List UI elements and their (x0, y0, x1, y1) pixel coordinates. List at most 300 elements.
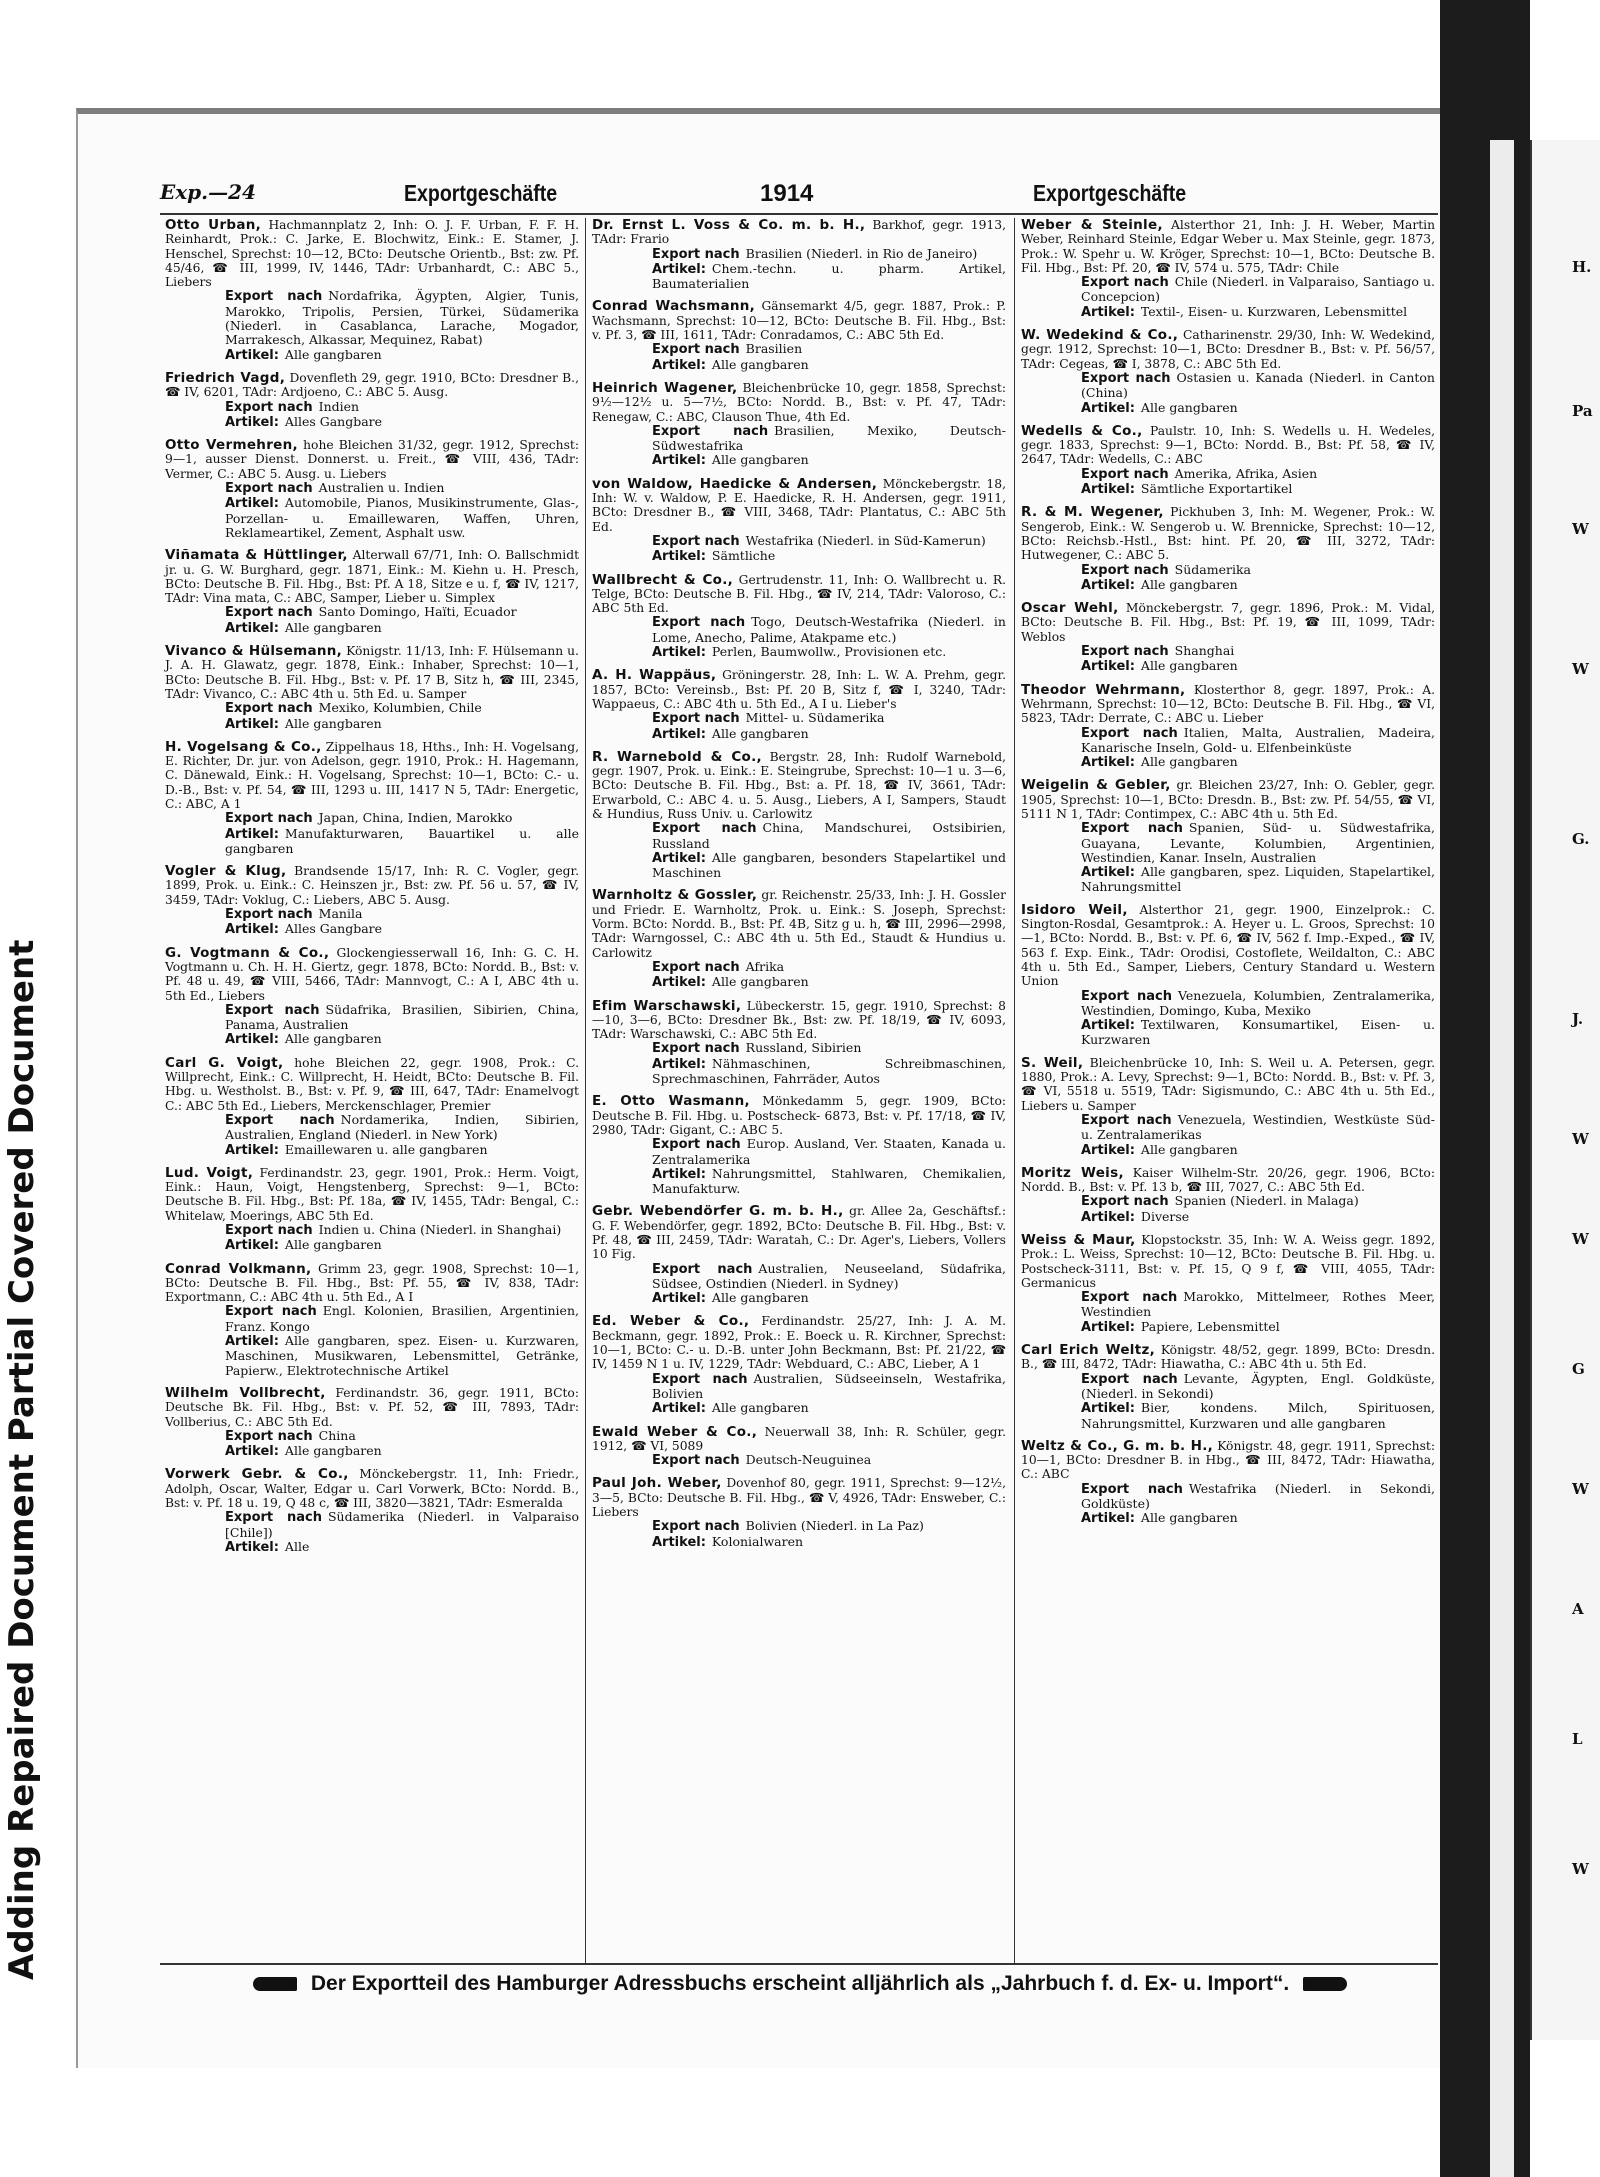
firm-entry (165, 1467, 579, 1555)
firm-name: Gebr. Webendörfer G. m. b. H., (592, 1203, 844, 1220)
artikel-label: Artikel: (225, 496, 279, 512)
artikel-label: Artikel: (225, 922, 279, 938)
firm-details: Gertrudenstr. 11, Inh: O. Wallbrecht u. R. Telge, BCto: Deutsche B. Fil. Hbg., ☎ IV, 214, TAdr: Valoroso, C.: ABC 5th Ed. (592, 572, 1006, 616)
export-line (1021, 1194, 1435, 1209)
adjacent-page-letter: W (1572, 1230, 1589, 1248)
artikel-line (165, 1143, 579, 1158)
firm-details: Mönkedamm 5, gegr. 1909, BCto: Deutsche B. Fil. Hbg. u. Postscheck- 6873, Bst: v. Pf. 17/18, ☎ IV, 2980, TAdr: Gigant, C.: ABC 5. (592, 1094, 1006, 1137)
artikel-value: Alle gangbaren (284, 715, 382, 731)
firm-name: Ed. Weber & Co., (592, 1313, 750, 1330)
page-number: Exp.—24 (160, 180, 256, 204)
firm-entry (165, 1166, 579, 1254)
artikel-line (592, 727, 1006, 742)
export-line (1021, 467, 1435, 482)
export-label: Export nach (1081, 562, 1169, 578)
artikel-line (592, 358, 1006, 373)
firm-details: Bleichenbrücke 10, Inh: S. Weil u. A. Petersen, gegr. 1880, Prok.: A. Levy, Sprechst: 9—1, BCto: Nordd. B., Bst: v. Pf. 3, ☎ VI, 5518 u. 5519, TAdr: Sigismundo, C.: ABC 4th u. 5th Ed., Liebers u. Samper (1021, 1055, 1435, 1113)
firm-name: Ewald Weber & Co., (592, 1423, 758, 1440)
export-value: Italien, Malta, Australien, Madeira, Kanarische Inseln, Gold- u. Elfenbeinküste (1081, 724, 1435, 755)
column-divider (1014, 218, 1015, 1963)
export-value: Chile (Niederl. in Valparaiso, Santiago u. Concepcion) (1081, 274, 1435, 305)
firm-name: A. H. Wappäus, (592, 667, 717, 684)
artikel-value: Perlen, Baumwollw., Provisionen etc. (711, 644, 947, 660)
artikel-value: Nahrungsmittel, Stahlwaren, Chemikalien, Manufakturw. (652, 1165, 1006, 1197)
firm-details: Bergstr. 28, Inh: Rudolf Warnebold, gegr. 1907, Prok. u. Eink.: E. Steingrube, Sprechst: 10—1 u. 3—6, BCto: Deutsche B. Fil. Hbg., Bst: a. Pf. 18, ☎ IV, 3661, TAdr: Erwarbold, C.: ABC 4. u. 5. Ausg., Liebers, A I, Sampers, Staudt & Hundius, Russ Univ. u. Carlowitz (592, 749, 1007, 821)
firm-entry (1021, 328, 1435, 416)
pointing-hand-icon (253, 1977, 297, 1991)
firm-name: Viñamata & Hüttlinger, (165, 547, 348, 564)
artikel-label: Artikel: (225, 826, 279, 842)
export-line (1021, 371, 1435, 401)
artikel-line (592, 1291, 1006, 1306)
firm-entry (592, 750, 1006, 881)
firm-entry (1021, 1166, 1435, 1225)
export-label: Export nach (652, 246, 740, 262)
export-line (592, 1519, 1006, 1534)
artikel-label: Artikel: (652, 1056, 706, 1072)
artikel-line (165, 621, 579, 636)
firm-entry (592, 381, 1006, 469)
firm-details: Grimm 23, gegr. 1908, Sprechst: 10—1, BCto: Deutsche B. Fil. Hbg., Bst: Pf. 55, ☎ IV, 838, TAdr: Exportmann, C.: ABC 4th u. 5th Ed., A I (165, 1261, 580, 1305)
export-value: Nordafrika, Ägypten, Algier, Tunis, Marokko, Tripolis, Persien, Türkei, Südamerika (Niederl. in Casablanca, Larache, Mogador, Marrakesch, Alkassar, Mequinez, Rabat) (225, 288, 579, 348)
artikel-value: Nähmaschinen, Schreibmaschinen, Sprechmaschinen, Fahrräder, Autos (652, 1055, 1006, 1087)
artikel-line (1021, 865, 1435, 895)
adjacent-page-letter: G (1572, 1360, 1585, 1378)
export-value: Indien (318, 398, 360, 414)
firm-details: Zippelhaus 18, Hths., Inh: H. Vogelsang, E. Richter, Dr. jur. von Adelson, gegr. 1910, Prok.: H. Hagemann, C. Dänewald, Eink.: H. Vogelsang, Sprechst: 10—1, BCto: C.- u. D.-B., Bst: v. Pf. 54, ☎ III, 1293 u. III, 1417 N 5, TAdr: Energetic, C.: ABC, A 1 (165, 739, 579, 811)
export-label: Export nach (225, 605, 313, 621)
firm-entry (592, 1314, 1006, 1416)
firm-details: gr. Allee 2a, Geschäftsf.: G. F. Webendörfer, gegr. 1892, BCto: Deutsche B. Fil. Hbg., Bst: v. Pf. 48, ☎ III, 2459, TAdr: Waratah, C.: Dr. Ager's, Liebers, Vollers 10 Fig. (592, 1204, 1006, 1262)
firm-entry (165, 1262, 579, 1378)
export-line (165, 289, 579, 347)
artikel-line (1021, 1401, 1435, 1431)
export-label: Export nach (652, 533, 740, 549)
export-line (592, 424, 1006, 454)
book-gutter (1440, 0, 1530, 2177)
artikel-label: Artikel: (225, 414, 279, 430)
firm-entry (1021, 218, 1435, 320)
firm-name: Vogler & Klug, (165, 863, 287, 880)
scan-spine-strip (0, 0, 42, 2177)
firm-name: Otto Urban, (165, 217, 262, 233)
export-line (165, 907, 579, 922)
export-value: Venezuela, Westindien, Westküste Süd- u. Zentralamerikas (1081, 1111, 1435, 1143)
column-divider (585, 218, 586, 1963)
artikel-value: Alle gangbaren, spez. Eisen- u. Kurzwaren, Maschinen, Musikwaren, Lebensmittel, Getränke, Papierw., Elektrotechnische Artikel (225, 1333, 579, 1378)
artikel-line (165, 348, 579, 363)
firm-name: Heinrich Wagener, (592, 379, 738, 396)
firm-entry (165, 644, 579, 732)
export-label: Export nach (225, 907, 313, 923)
firm-details: Ferdinandstr. 25/27, Inh: J. A. M. Beckmann, gegr. 1892, Prok.: E. Boeck u. R. Kirchner, Sprechst: 10—1, BCto: C.- u. D.-B. unter John Beckmann, Bst: Pf. 21/22, ☎ IV, 1459 N 1 u. IV, 1229, TAdr: Webduard, C.: ABC, Lieber, A 1 (592, 1314, 1007, 1372)
export-value: Levante, Ägypten, Engl. Goldküste, (Niederl. in Sekondi) (1081, 1370, 1435, 1401)
export-line (592, 1041, 1006, 1056)
export-line (165, 1429, 579, 1444)
firm-entry (1021, 1439, 1435, 1527)
export-value: Shanghai (1174, 643, 1235, 659)
artikel-value: Alle gangbaren (1140, 658, 1238, 674)
export-value: Spanien (Niederl. in Malaga) (1174, 1193, 1359, 1209)
artikel-line (592, 549, 1006, 564)
artikel-label: Artikel: (652, 1534, 706, 1550)
artikel-value: Alle gangbaren, spez. Liquiden, Stapelartikel, Nahrungsmittel (1081, 864, 1435, 895)
firm-entry (592, 299, 1006, 372)
artikel-label: Artikel: (225, 1142, 279, 1158)
firm-details: gr. Reichenstr. 25/33, Inh: J. H. Gossler und Friedr. E. Warnholtz, Prok. u. Eink.: S. Joseph, Sprechst: Vorm. BCto: Nordd. B., Bst: Pf. 4B, Sitz g u. h, ☎ III, 2996—2998, TAdr: Warngossel, C.: ABC 4th u. 5th Ed., Staudt & Hundius u. Carlowitz (592, 888, 1007, 960)
artikel-label: Artikel: (1081, 1401, 1135, 1417)
firm-entry (592, 218, 1006, 291)
artikel-line (165, 922, 579, 937)
export-line (165, 481, 579, 496)
firm-name: Carl G. Voigt, (165, 1054, 284, 1071)
export-value: Afrika (745, 958, 785, 974)
export-value: Togo, Deutsch-Westafrika (Niederl. in Lome, Anecho, Palime, Atakpame etc.) (652, 614, 1006, 645)
firm-entry (1021, 1056, 1435, 1158)
header-rule (160, 213, 1438, 215)
export-value: Engl. Kolonien, Brasilien, Argentinien, Franz. Kongo (225, 1303, 579, 1334)
firm-name: W. Wedekind & Co., (1021, 327, 1179, 344)
firm-details: Königstr. 48/52, gegr. 1899, BCto: Dresdn. B., ☎ III, 8472, TAdr: Hiawatha, C.: ABC 4th u. 5th Ed. (1021, 1343, 1435, 1372)
firm-entry (165, 1056, 579, 1158)
firm-entry (1021, 683, 1435, 771)
firm-entry (592, 888, 1006, 990)
export-label: Export nach (225, 1002, 320, 1018)
firm-name: Lud. Voigt, (165, 1164, 254, 1181)
firm-name: Weber & Steinle, (1021, 217, 1163, 233)
firm-details: Klopstockstr. 35, Inh: W. A. Weiss gegr. 1892, Prok.: L. Weiss, Sprechst: 10—12, BCto: Deutsche B. Fil. Hbg. u. Postscheck-3111, Bst: v. Pf. 15, Q 9 f, ☎ VIII, 4055, TAdr: Germanicus (1021, 1233, 1435, 1290)
adjacent-page-letter: L (1572, 1730, 1583, 1748)
artikel-line (1021, 1018, 1435, 1048)
export-value: Santo Domingo, Haïti, Ecuador (318, 604, 517, 620)
export-value: Ostasien u. Kanada (Niederl. in Canton (China) (1081, 369, 1435, 401)
export-label: Export nach (1081, 725, 1178, 741)
header-title-left: Exportgeschäfte (404, 180, 558, 206)
export-label: Export nach (652, 1137, 741, 1153)
export-line (1021, 989, 1435, 1019)
adjacent-page-edge (1530, 140, 1600, 2040)
firm-entry (592, 1425, 1006, 1469)
artikel-label: Artikel: (225, 347, 279, 363)
artikel-value: Emaillewaren u. alle gangbaren (284, 1141, 488, 1157)
firm-name: Warnholtz & Gossler, (592, 887, 758, 904)
export-line (1021, 1372, 1435, 1402)
firm-name: Efim Warschawski, (592, 997, 742, 1014)
export-label: Export nach (1081, 1112, 1172, 1128)
export-label: Export nach (1081, 1481, 1183, 1497)
firm-entry (1021, 1233, 1435, 1335)
artikel-label: Artikel: (1081, 577, 1135, 593)
export-value: Japan, China, Indien, Marokko (318, 810, 513, 826)
firm-name: Friedrich Vagd, (165, 369, 286, 386)
firm-entry (1021, 778, 1435, 894)
artikel-label: Artikel: (1081, 865, 1135, 881)
export-line (592, 821, 1006, 851)
export-label: Export nach (225, 289, 323, 305)
firm-entry (592, 477, 1006, 565)
export-label: Export nach (652, 1519, 740, 1535)
export-value: Westafrika (Niederl. in Süd-Kamerun) (745, 532, 986, 548)
firm-name: E. Otto Wasmann, (592, 1093, 750, 1110)
export-line (165, 1223, 579, 1238)
firm-entry (592, 1094, 1006, 1196)
export-line (592, 1372, 1006, 1402)
column-2 (592, 218, 1006, 1963)
artikel-value: Alle gangbaren (1140, 1141, 1238, 1157)
artikel-value: Kolonialwaren (711, 1533, 804, 1549)
artikel-value: Alle gangbaren (284, 1031, 382, 1047)
firm-name: Paul Joh. Weber, (592, 1475, 722, 1492)
firm-entry (1021, 903, 1435, 1048)
artikel-value: Alle gangbaren (284, 346, 382, 362)
artikel-value: Alle gangbaren (711, 974, 809, 990)
export-label: Export nach (225, 1223, 313, 1238)
export-label: Export nach (652, 1371, 748, 1387)
export-value: China, Mandschurei, Ostsibirien, Russland (652, 820, 1006, 851)
artikel-value: Alle gangbaren (284, 1443, 382, 1459)
firm-details: Pickhuben 3, Inh: M. Wegener, Prok.: W. Sengerob, Eink.: W. Sengerob u. W. Brennicke, Sprechst: 10—12, BCto: Reichsb.-Hstl., Bst: hint. Pf. 20, ☎ III, 3272, TAdr: Hutwegener, C.: ABC 5. (1021, 505, 1435, 563)
export-label: Export nach (652, 1453, 740, 1469)
export-line (592, 1453, 1006, 1468)
artikel-value: Alle gangbaren (711, 356, 809, 372)
artikel-value: Papiere, Lebensmittel (1140, 1318, 1280, 1334)
artikel-label: Artikel: (1081, 304, 1135, 320)
artikel-value: Alle gangbaren (284, 619, 382, 635)
export-line (165, 1304, 579, 1334)
firm-details: Klosterthor 8, gegr. 1897, Prok.: A. Wehrmann, Sprechst: 10—12, BCto: Deutsche B. Fil. Hbg., ☎ VI, 5823, TAdr: Derrate, C.: ABC u. Lieber (1021, 682, 1436, 726)
firm-name: Moritz Weis, (1021, 1164, 1124, 1181)
export-value: Westafrika (Niederl. in Sekondi, Goldküste) (1081, 1480, 1435, 1512)
export-value: Südamerika (Niederl. in Valparaiso [Chile]) (225, 1509, 579, 1540)
export-value: Australien, Südseeinseln, Westafrika, Bolivien (652, 1370, 1006, 1401)
artikel-line (165, 1540, 579, 1555)
export-label: Export nach (1081, 1194, 1169, 1210)
artikel-line (165, 1444, 579, 1459)
firm-details: Gänsemarkt 4/5, gegr. 1887, Prok.: P. Wachsmann, Sprechst: 10—12, BCto: Deutsche B. Fil. Hbg., Bst: v. Pf. 3, ☎ III, 1611, TAdr: Conradamos, C.: ABC 5th Ed. (592, 299, 1006, 343)
artikel-value: Alles Gangbare (284, 413, 383, 429)
artikel-label: Artikel: (652, 549, 706, 565)
export-label: Export nach (652, 1041, 740, 1057)
artikel-value: Alle gangbaren, besonders Stapelartikel und Maschinen (652, 849, 1006, 881)
footer-notice (160, 1972, 1440, 2002)
firm-details: Dovenhof 80, gegr. 1911, Sprechst: 9—12½, 3—5, BCto: Deutsche B. Fil. Hbg., ☎ V, 4926, TAdr: Ensweber, C.: Liebers (592, 1476, 1006, 1520)
export-line (165, 1003, 579, 1033)
artikel-value: Manufakturwaren, Bauartikel u. alle gangbaren (225, 825, 579, 856)
artikel-line (592, 453, 1006, 468)
artikel-value: Textilwaren, Konsumartikel, Eisen- u. Kurzwaren (1081, 1017, 1435, 1048)
export-label: Export nach (652, 423, 769, 439)
firm-name: Oscar Wehl, (1021, 600, 1119, 617)
adjacent-page-letter: G. (1572, 830, 1590, 848)
firm-details: Alsterthor 21, gegr. 1900, Einzelprok.: C. Sington-Rosdal, Gesamtprok.: A. Heyer u. L. Groos, Sprechst: 10—1, BCto: Nordd. B., Bst: v. Pf. 6, ☎ IV, 562 f. Imp.-Exped., ☎ IV, 563 f. Exp. Eink., TAdr: Orodisi, Costoflete, Weildalton, C.: ABC 4th u. 5th Ed., Samper, Liebers, Century Standard u. Western Union (1021, 902, 1435, 989)
firm-details: Kaiser Wilhelm-Str. 20/26, gegr. 1906, BCto: Nordd. B., Bst: v. Pf. 13 b, ☎ III, 7027, C.: ABC 5th Ed. (1021, 1165, 1435, 1195)
export-line (165, 811, 579, 826)
artikel-line (1021, 482, 1435, 497)
firm-name: Vorwerk Gebr. & Co., (165, 1466, 349, 1483)
export-label: Export nach (652, 615, 746, 631)
artikel-value: Alle gangbaren (1140, 399, 1238, 415)
artikel-line (165, 1032, 579, 1047)
firm-name: S. Weil, (1021, 1054, 1084, 1071)
firm-details: Alsterthor 21, Inh: J. H. Weber, Martin Weber, Reinhard Steinle, Edgar Weber u. Max Steinle, gegr. 1873, Prok.: W. Spehr u. W. Kröger, Sprechst: 10—1, BCto: Deutsche B. Fil. Hbg., Bst: Pf. 20, ☎ IV, 574 u. 575, TAdr: Chile (1021, 218, 1435, 275)
export-value: Australien u. Indien (318, 480, 445, 496)
page-header (160, 180, 1460, 210)
export-value: China (318, 1427, 356, 1443)
export-value: Brasilien, Mexiko, Deutsch-Südwestafrika (652, 422, 1006, 454)
adjacent-page-letter: W (1572, 1480, 1589, 1498)
firm-details: Dovenfleth 29, gegr. 1910, BCto: Dresdner B., ☎ IV, 6201, TAdr: Ardjoeno, C.: ABC 5. Ausg. (165, 370, 579, 400)
firm-details: Hachmannplatz 2, Inh: O. J. F. Urban, F. F. H. Reinhardt, Prok.: C. Jarke, E. Blochwitz, Eink.: E. Stamer, J. Henschel, Sprechst: 10—12, BCto: Deutsche Orientb., Bst: zw. Pf. 45/46, ☎ III, 1999, IV, 1446, TAdr: Urbanhardt, C.: ABC 5., Liebers (165, 218, 580, 290)
firm-name: Weltz & Co., G. m. b. H., (1021, 1437, 1214, 1454)
firm-name: R. Warnebold & Co., (592, 748, 762, 765)
firm-name: H. Vogelsang & Co., (165, 738, 322, 755)
artikel-label: Artikel: (1081, 1018, 1135, 1034)
export-value: Mittel- u. Südamerika (745, 710, 885, 726)
firm-details: hohe Bleichen 31/32, gegr. 1912, Sprechst: 9—1, ausser Dienst. Donnerst. u. Freit., ☎ VIII, 436, TAdr: Vermer, C.: ABC 5. Ausg. u. Liebers (165, 438, 579, 481)
export-value: Spanien, Süd- u. Südwestafrika, Guayana, Levante, Kolumbien, Argentinien, Westindien, Kanar. Inseln, Australien (1081, 820, 1435, 865)
artikel-line (1021, 401, 1435, 416)
export-label: Export nach (652, 1261, 753, 1277)
firm-details: Paulstr. 10, Inh: S. Wedells u. H. Wedeles, gegr. 1833, Sprechst: 9—1, BCto: Nordd. B., Bst: Pf. 58, ☎ IV, 2647, TAdr: Wedells, C.: ABC (1021, 423, 1435, 467)
column-1 (165, 218, 579, 1963)
export-line (592, 615, 1006, 645)
firm-details: Lübeckerstr. 15, gegr. 1910, Sprechst: 8—10, 3—6, BCto: Dresdner Bk., Bst: zw. Pf. 18/19, ☎ IV, 6093, TAdr: Warschawski, C.: ABC 5th Ed. (592, 998, 1006, 1042)
export-line (1021, 1290, 1435, 1320)
firm-details: hohe Bleichen 22, gegr. 1908, Prok.: C. Willprecht, Eink.: C. Willprecht, H. Heidt, BCto: Deutsche B. Fil. Hbg. u. Westholst. B., Bst: v. Pf. 9, ☎ III, 647, TAdr: Enamelvogt C.: ABC 5th Ed., Liebers, Merckenschlager, Premier (165, 1055, 580, 1113)
firm-name: Vivanco & Hülsemann, (165, 643, 343, 660)
export-value: Mexiko, Kolumbien, Chile (318, 700, 482, 716)
artikel-label: Artikel: (652, 261, 706, 277)
firm-entry (165, 864, 579, 937)
firm-details: gr. Bleichen 23/27, Inh: O. Gebler, gegr. 1905, Sprechst: 10—1, BCto: Dresdn. B., Bst: zw. Pf. 54/55, ☎ VI, 5111 N 1, TAdr: Contimpex, C.: ABC 4th u. 5th Ed. (1021, 778, 1435, 821)
artikel-line (592, 1167, 1006, 1197)
export-label: Export nach (652, 821, 757, 837)
export-line (1021, 726, 1435, 756)
firm-name: Weiss & Maur, (1021, 1232, 1136, 1248)
artikel-label: Artikel: (1081, 482, 1135, 498)
adjacent-page-letter: H. (1572, 258, 1592, 276)
firm-name: Theodor Wehrmann, (1021, 681, 1186, 698)
artikel-line (1021, 755, 1435, 770)
firm-name: Carl Erich Weltz, (1021, 1342, 1156, 1359)
firm-name: Wilhelm Vollbrecht, (165, 1384, 326, 1401)
artikel-line (1021, 578, 1435, 593)
artikel-label: Artikel: (225, 716, 279, 732)
export-value: Venezuela, Kolumbien, Zentralamerika, Westindien, Domingo, Kuba, Mexiko (1081, 987, 1435, 1018)
firm-details: Königstr. 48, gegr. 1911, Sprechst: 10—1, BCto: Dresdner B. in Hbg., ☎ III, 8472, TAdr: Hiawatha, C.: ABC (1021, 1438, 1435, 1482)
artikel-line (165, 415, 579, 430)
export-line (1021, 1113, 1435, 1143)
firm-name: Conrad Volkmann, (165, 1260, 312, 1277)
adjacent-page-letter: W (1572, 660, 1589, 678)
adjacent-page-letter: W (1572, 1130, 1589, 1148)
artikel-value: Sämtliche Exportartikel (1140, 481, 1293, 497)
export-line (1021, 1482, 1435, 1512)
export-label: Export nach (225, 811, 313, 827)
firm-details: Neuerwall 38, Inh: R. Schüler, gegr. 1912, ☎ VI, 5089 (592, 1424, 1006, 1453)
export-label: Export nach (1081, 644, 1169, 660)
export-line (1021, 644, 1435, 659)
artikel-label: Artikel: (1081, 659, 1135, 675)
export-value: Amerika, Afrika, Asien (1174, 465, 1318, 481)
export-line (592, 534, 1006, 549)
export-value: Deutsch-Neuguinea (745, 1452, 872, 1468)
export-label: Export nach (225, 701, 313, 717)
firm-entry (165, 371, 579, 430)
artikel-line (165, 717, 579, 732)
artikel-label: Artikel: (1081, 1319, 1135, 1335)
artikel-label: Artikel: (225, 1444, 279, 1460)
export-label: Export nach (1081, 988, 1173, 1004)
firm-entry (592, 668, 1006, 741)
firm-details: Brandsende 15/17, Inh: R. C. Vogler, gegr. 1899, Prok. u. Eink.: C. Heinszen jr., Bst: zw. Pf. 56 u. 57, ☎ IV, 3459, TAdr: Voklug, C.: Liebers, ABC 5. Ausg. (165, 864, 579, 907)
artikel-line (165, 1238, 579, 1253)
export-label: Export nach (652, 342, 740, 358)
firm-details: Glockengiesserwall 16, Inh: G. C. H. Vogtmann u. Ch. H. H. Giertz, gegr. 1878, BCto: Nordd. B., Bst: v. Pf. 48 u. 49, ☎ VIII, 5466, TAdr: Mannvogt, C.: A I, ABC 4th u. 5th Ed., Liebers (165, 945, 579, 1003)
firm-details: Ferdinandstr. 23, gegr. 1901, Prok.: Herm. Voigt, Eink.: Haun, Voigt, Hengstenberg, Sprechst: 9—1, BCto: Deutsche B. Fil. Hbg., Bst: Pf. 18a, ☎ IV, 1455, TAdr: Bengal, C.: Whitelaw, Moerings, ABC 5th Ed. (165, 1165, 579, 1223)
firm-details: Mönckebergstr. 11, Inh: Friedr., Adolph, Oscar, Walter, Edgar u. Carl Vorwerk, BCto: Nordd. B., Bst: v. Pf. 18 u. 19, Q 48 c, ☎ III, 3820—3821, TAdr: Esmeralda (165, 1467, 580, 1511)
artikel-label: Artikel: (652, 1291, 706, 1307)
firm-name: Otto Vermehren, (165, 437, 298, 454)
artikel-line (592, 1401, 1006, 1416)
artikel-label: Artikel: (1081, 400, 1135, 416)
artikel-line (1021, 1511, 1435, 1526)
artikel-line (1021, 1210, 1435, 1225)
firm-entry (165, 740, 579, 856)
artikel-label: Artikel: (652, 453, 706, 469)
spine-overlay-text: Adding Repaired Document Partial Covered Document (2, 939, 42, 1980)
pointing-hand-icon (1303, 1977, 1347, 1991)
firm-details: Alterwall 67/71, Inh: O. Ballschmidt jr. u. G. W. Burghard, gegr. 1871, Eink.: M. Kiehn u. H. Presch, BCto: Deutsche B. Fil. Hbg., Bst: Pf. A 18, Sitze e u. f, ☎ IV, 1217, TAdr: Vina mata, C.: ABC, Samper, Lieber u. Simplex (165, 548, 580, 606)
export-value: Bolivien (Niederl. in La Paz) (745, 1518, 924, 1534)
export-label: Export nach (652, 959, 740, 975)
column-3 (1021, 218, 1435, 1963)
firm-entry (1021, 1343, 1435, 1431)
export-line (592, 1262, 1006, 1292)
firm-entry (592, 1476, 1006, 1549)
firm-name: R. & M. Wegener, (1021, 504, 1164, 521)
export-line (165, 1510, 579, 1540)
artikel-value: Alle gangbaren (1140, 754, 1238, 770)
firm-details: Barkhof, gegr. 1913, TAdr: Frario (592, 218, 1006, 247)
firm-entry (165, 438, 579, 540)
artikel-label: Artikel: (225, 1539, 279, 1555)
artikel-label: Artikel: (652, 357, 706, 373)
export-label: Export nach (1081, 821, 1183, 837)
firm-details: Mönckebergstr. 18, Inh: W. v. Waldow, P. E. Haedicke, R. H. Andersen, gegr. 1911, BCto: Dresdner B., ☎ VIII, 3468, TAdr: Plantatus, C.: ABC 5th Ed. (592, 476, 1006, 534)
firm-details: Königstr. 11/13, Inh: F. Hülsemann u. J. A. H. Glawatz, gegr. 1878, Eink.: Inhaber, Sprechst: 10—1, BCto: Deutsche B. Fil. Hbg., Bst: v. Pf. 17 B, Sitz h, ☎ III, 2345, TAdr: Vivanco, C.: ABC 4th u. 5th Ed. u. Samper (165, 644, 579, 701)
firm-name: Weigelin & Gebler, (1021, 777, 1171, 794)
artikel-label: Artikel: (1081, 1209, 1135, 1225)
export-line (1021, 821, 1435, 865)
adjacent-page-letter: W (1572, 520, 1589, 538)
export-line (592, 247, 1006, 262)
export-value: Nordamerika, Indien, Sibirien, Australien, England (Niederl. in New York) (225, 1111, 579, 1143)
export-label: Export nach (1081, 1371, 1178, 1387)
export-label: Export nach (1081, 1290, 1178, 1306)
footer-text: Der Exportteil des Hamburger Adressbuchs erscheint alljährlich als „Jahrbuch f. d. Ex- u. Import“. (310, 1972, 1290, 1995)
firm-details: Bleichenbrücke 10, gegr. 1858, Sprechst: 9½—12½ u. 5—7½, BCto: Nordd. B., Bst: v. Pf. 47, TAdr: Renegaw, C.: ABC, Clauson Thue, 4th Ed. (592, 380, 1006, 424)
artikel-line (592, 645, 1006, 660)
export-label: Export nach (225, 481, 313, 497)
artikel-line (592, 262, 1006, 292)
firm-entry (165, 946, 579, 1048)
export-line (592, 711, 1006, 726)
artikel-value: Alle gangbaren (284, 1237, 382, 1253)
artikel-line (165, 496, 579, 540)
export-line (165, 701, 579, 716)
firm-name: Isidoro Weil, (1021, 901, 1128, 918)
